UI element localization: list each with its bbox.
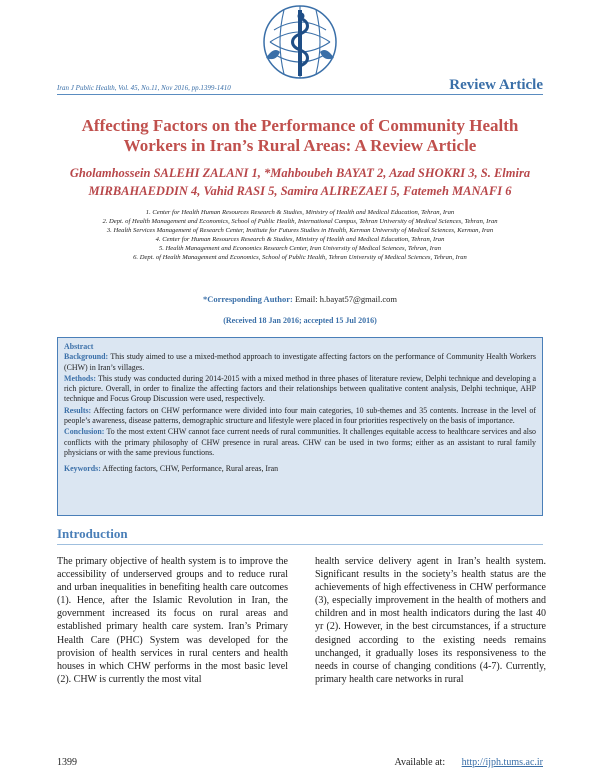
author-list: Gholamhossein SALEHI ZALANI 1, *Mahboubeh BAYAT 2, Azad SHOKRI 3, S. Elmira MIRBAHAEDDIN 4, Vahid RASI 5, Samira ALIREZAEI 5, Fatemeh MANAFI 6 [69,166,531,198]
abstract-results [64,406,536,427]
header-divider [57,94,543,95]
article-type-label: Review Article [449,77,543,93]
background-text: This study aimed to use a mixed-method approach to investigate affecting factors on the performance of Community Health Workers (CHW) in Iran’s villages. [64,352,536,372]
methods-text: This study was conducted during 2014-2015 with a mixed method in three phases of literature review, Delphi technique and developing a rich picture. Overall, in order to finalize the affecting factors and their relationships between qualitative content analysis, Delphi technique, AHP technique and Focus Group Discussion were used, respectively. [64,373,536,404]
affiliation-item: 1. Center for Health Human Resources Research & Studies, Ministry of Health and Medical Education, Tehran, Iran [145,209,455,216]
page-number: 1399 [57,757,77,768]
affiliations [55,208,545,262]
corresponding-author [0,294,600,304]
conclusion-label: Conclusion: [64,427,105,437]
article-title: Affecting Factors on the Performance of Community Health Workers in Iran’s Rural Areas: A Review Article [81,116,519,155]
intro-column-right: health service delivery agent in Iran’s health system. Significant results in the society’s health status are the achievements of high effectiveness in CHW performance (3), especially improvement in the health of mothers and children and in most health indicators during the last 40 yr (2). However, in the best circumstances, if a structure designed according to the existing needs remains unchanged, it gradually loses its responsiveness to the needs in course of changing conditions (4-7). Currently, primary health care networks in rural [315,556,546,685]
available-label: Available at: [394,757,446,768]
methods-label: Methods: [64,373,96,383]
results-text: Affecting factors on CHW performance were divided into four main categories, 10 sub-themes and 35 contents. Increase in the level of people’s awareness, disease patterns, demographic structure and lifestyle were placed in four priorities respectively on the basis of importance. [64,405,536,426]
corresponding-author-label: *Corresponding Author: [203,294,293,304]
keywords-label: Keywords: [64,464,101,474]
affiliation-item: 6. Dept. of Health Management and Economics, School of Public Health, Tehran University of Medical Sciences, Tehran, Iran [133,254,467,261]
abstract-conclusion [64,427,536,458]
keywords-text: Affecting factors, CHW, Performance, Rural areas, Iran [102,464,279,474]
affiliation-item: 3. Health Services Management of Research Center, Institute for Futures Studies in Health, Kerman University of Medical Sciences, Kerman, Iran [106,227,494,234]
abstract-keywords [64,464,536,474]
intro-column-left: The primary objective of health system is to improve the accessibility of underserved groups and to reduce rural and urban inequalities in benefiting health care outcomes (1). Hence, after the Islamic Revolution in Iran, the government increased its focus on rural areas and established primary health care system. Iran’s Primary Health Care (PHC) System was developed for the provision of health services in rural centers and health houses in which CHW performs in the most basic level (2). CHW is currently the most vital [57,556,288,685]
affiliation-item: 5. Health Management and Economics Research Center, Iran University of Medical Sciences, Tehran, Iran [158,245,442,252]
introduction-divider [57,544,543,545]
affiliation-item: 2. Dept. of Health Management and Economics, School of Public Health, International Campus, Tehran University of Medical Sciences, Tehran, Iran [102,218,498,225]
abstract-methods [64,374,536,405]
introduction-heading: Introduction [57,526,128,541]
abstract-background [64,352,536,373]
abstract-heading: Abstract [64,342,94,351]
conclusion-text: To the most extent CHW cannot face current needs of rural communities. It challenges equitable access to healthcare services and also conflicts with the primary philosophy of CHW presence in rural areas. CHW can be used in two forms; either as an assistant to rural family physicians or with the same previous functions. [64,427,536,457]
affiliation-item: 4. Center for Human Resources Research & Studies, Ministry of Health and Medical Education, Tehran, Iran [155,236,445,243]
journal-citation: Iran J Public Health, Vol. 45, No.11, Nov 2016, pp.1399-1410 [57,84,231,92]
background-label: Background: [64,352,109,362]
corresponding-author-email[interactable]: Email: h.bayat57@gmail.com [294,294,397,304]
received-dates: (Received 18 Jan 2016; accepted 15 Jul 2016) [223,316,377,325]
footer-availability [394,757,543,768]
journal-emblem-logo [254,2,346,86]
abstract-box [57,337,543,516]
results-label: Results: [64,405,92,415]
journal-url-link[interactable]: http://ijph.tums.ac.ir [461,757,543,768]
